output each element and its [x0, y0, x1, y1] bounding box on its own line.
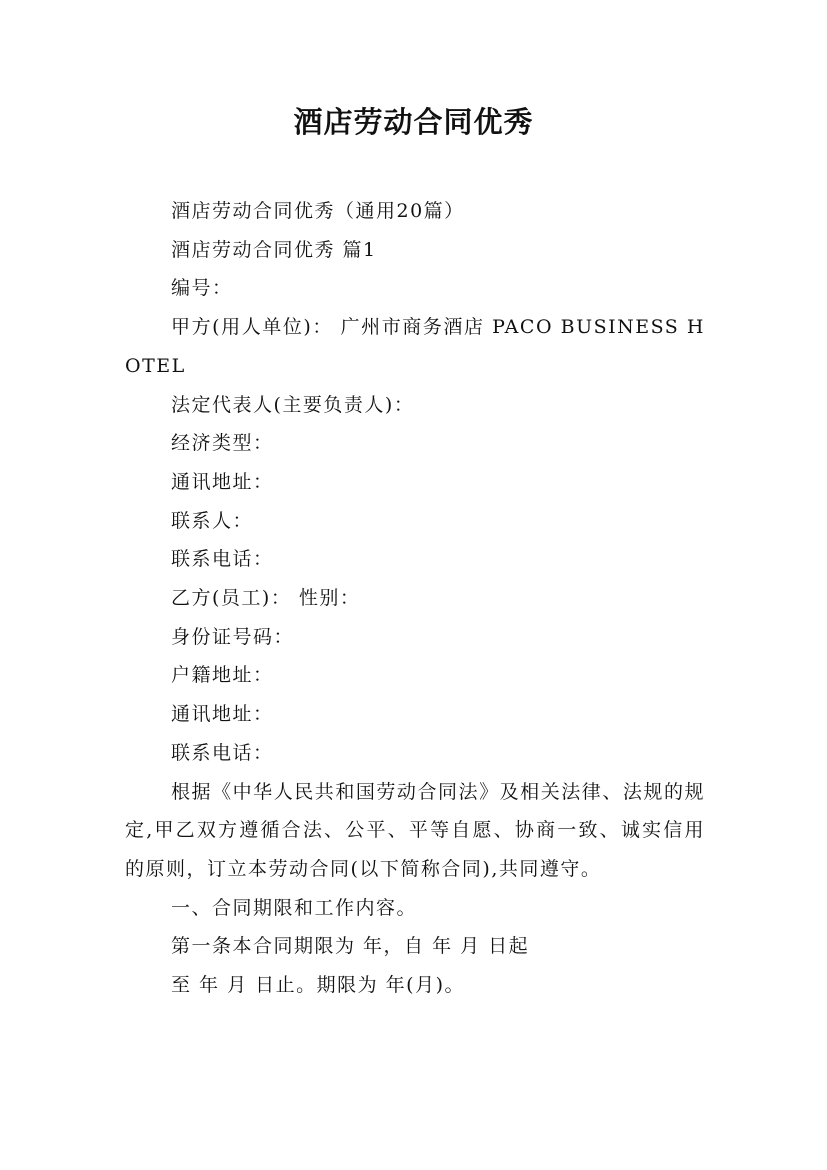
field-household-address: 户籍地址： [171, 664, 274, 687]
field-mailing-address-b: 通讯地址： [171, 703, 274, 726]
field-economic-type: 经济类型： [171, 432, 274, 455]
field-contact-phone-b: 联系电话： [171, 741, 274, 764]
field-party-a: 甲方(用人单位)： 广州市商务酒店 PACO BUSINESS HOTEL [125, 316, 705, 377]
field-id-number: 身份证号码： [171, 625, 295, 648]
field-contact-person: 联系人： [171, 509, 254, 532]
field-legal-representative: 法定代表人(主要负责人)： [171, 393, 415, 416]
field-mailing-address-a: 通讯地址： [171, 470, 274, 493]
document-body [125, 192, 705, 1005]
clause-1-start: 第一条本合同期限为 年，自 年 月 日起 [171, 935, 530, 958]
clause-1-end: 至 年 月 日止。期限为 年(月)。 [171, 974, 465, 997]
field-party-b: 乙方(员工)： 性别： [171, 587, 361, 610]
field-number: 编号： [171, 277, 233, 300]
paragraph-legal-basis: 根据《中华人民共和国劳动合同法》及相关法律、法规的规定,甲乙双方遵循合法、公平、平等自愿、协商一致、诚实信用的原则，订立本劳动合同(以下简称合同),共同遵守。 [125, 780, 705, 880]
section-heading-term: 一、合同期限和工作内容。 [171, 896, 418, 919]
field-contact-phone-a: 联系电话： [171, 548, 274, 571]
document-title: 酒店劳动合同优秀 [293, 105, 534, 139]
paragraph-section-heading: 酒店劳动合同优秀 篇1 [171, 238, 377, 261]
paragraph-subtitle: 酒店劳动合同优秀（通用20篇） [171, 200, 465, 222]
